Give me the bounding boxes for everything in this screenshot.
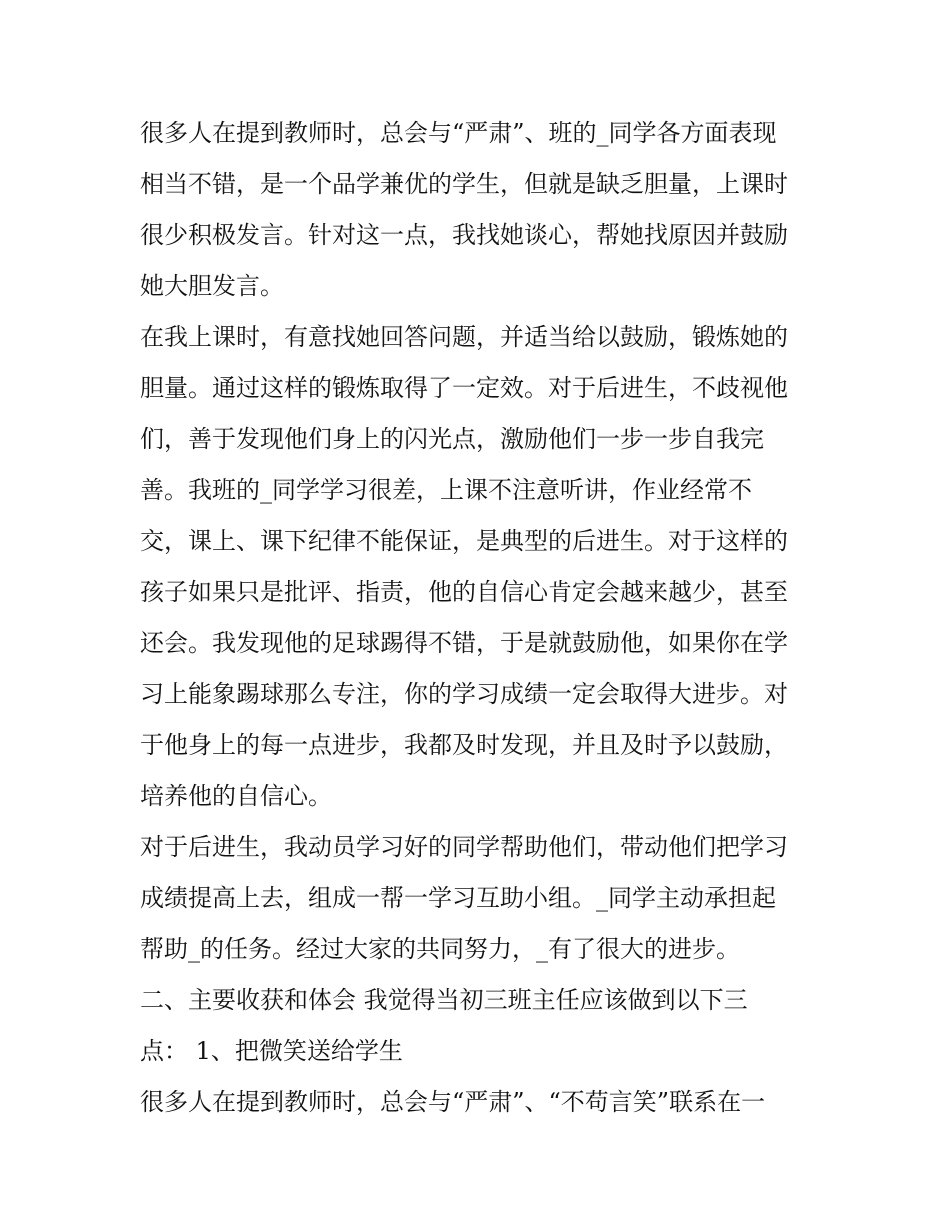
text-line: 交，课上、课下纪律不能保证，是典型的后进生。对于这样的 [140,527,788,555]
text-line: 很少积极发言。针对这一点，我找她谈心，帮她找原因并鼓励 [140,221,788,249]
text-line: 很多人在提到教师时，总会与“严肃”、“不苟言笑”联系在一 [140,1088,766,1116]
text-line: 相当不错，是一个品学兼优的学生，但就是缺乏胆量，上课时 [140,170,788,198]
document-body [140,108,840,1128]
text-line: 对于后进生，我动员学习好的同学帮助他们，带动他们把学习 [140,833,788,861]
text-line: 习上能象踢球那么专注，你的学习成绩一定会取得大进步。对 [140,680,788,708]
text-line: 点： 1、把微笑送给学生 [140,1037,403,1065]
text-line: 很多人在提到教师时，总会与“严肃”、班的_同学各方面表现 [140,119,777,147]
text-line: 她大胆发言。 [140,272,284,300]
text-line: 还会。我发现他的足球踢得不错，于是就鼓励他，如果你在学 [140,629,788,657]
text-line: 成绩提高上去，组成一帮一学习互助小组。_同学主动承担起 [140,884,776,912]
text-line: 帮助_的任务。经过大家的共同努力，_有了很大的进步。 [140,935,740,963]
text-line: 们，善于发现他们身上的闪光点，激励他们一步一步自我完 [140,425,764,453]
text-line: 胆量。通过这样的锻炼取得了一定效。对于后进生，不歧视他 [140,374,788,402]
text-line: 二、主要收获和体会 我觉得当初三班主任应该做到以下三 [140,986,748,1014]
text-line: 孩子如果只是批评、指责，他的自信心肯定会越来越少，甚至 [140,578,788,606]
text-line: 于他身上的每一点进步，我都及时发现，并且及时予以鼓励， [140,731,788,759]
text-line: 培养他的自信心。 [140,782,332,810]
text-line: 善。我班的_同学学习很差，上课不注意听讲，作业经常不 [140,476,752,504]
text-line: 在我上课时，有意找她回答问题，并适当给以鼓励，锻炼她的 [140,323,788,351]
